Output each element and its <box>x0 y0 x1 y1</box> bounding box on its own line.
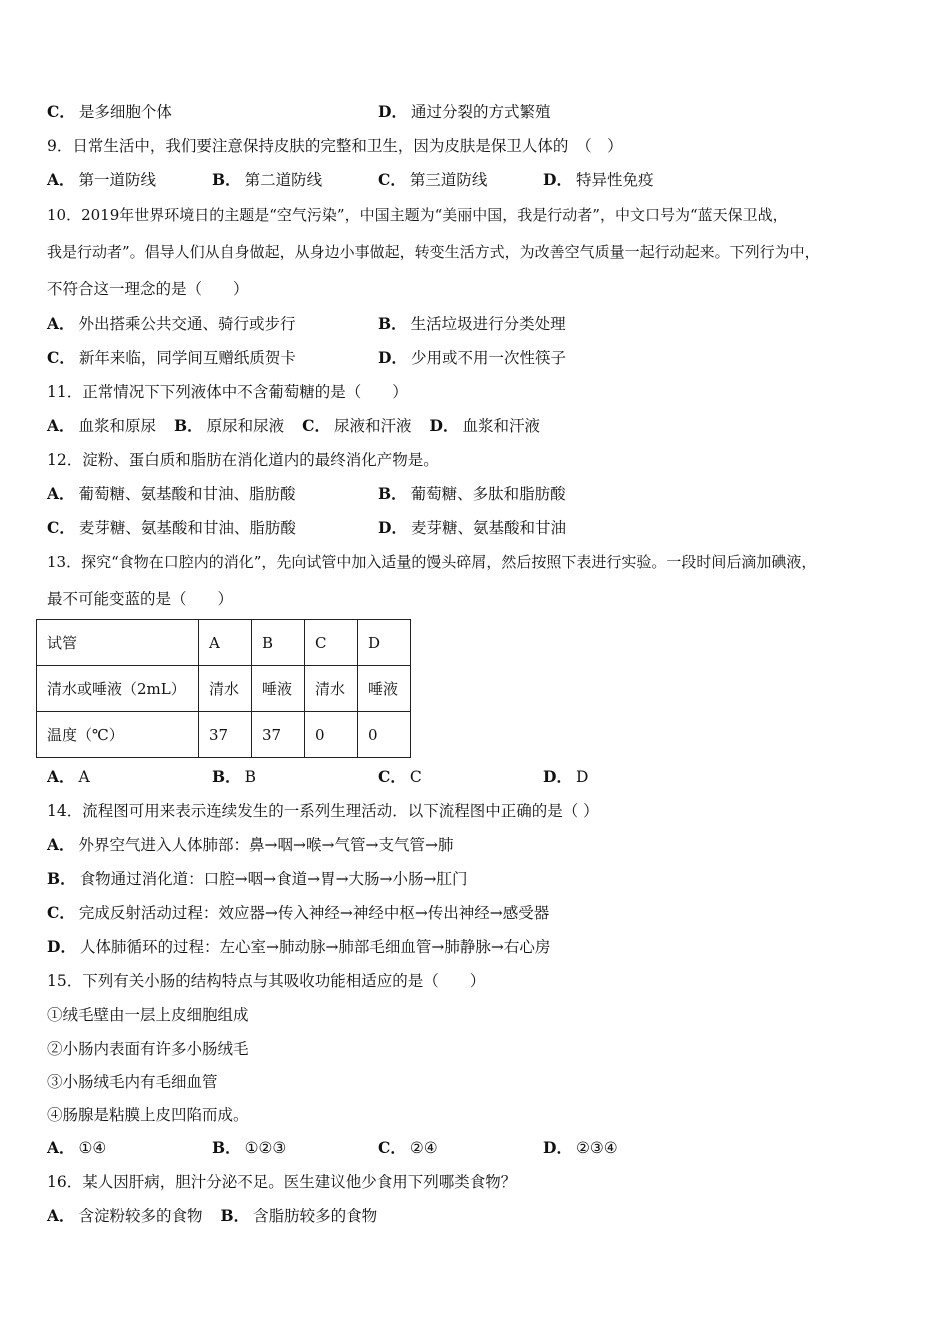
list-item: ③小肠绒毛内有毛细血管 <box>47 1073 218 1091</box>
question-10-stem-line1: 10．2019年世界环境日的主题是“空气污染”，中国主题为“美丽中国，我是行动者”，中文口号为“蓝天保卫战， <box>47 206 788 224</box>
question-12-stem: 12．淀粉、蛋白质和脂肪在消化道内的最终消化产物是。 <box>47 451 439 469</box>
table-cell: 37 <box>252 712 305 758</box>
table-row <box>37 620 411 666</box>
table-cell: 试管 <box>37 620 199 666</box>
option-b: B． 原尿和尿液 <box>174 416 285 435</box>
option-d: D． 血浆和汗液 <box>429 416 540 435</box>
option-a: A． ①④ <box>47 1138 107 1157</box>
question-15-stem: 15．下列有关小肠的结构特点与其吸收功能相适应的是（ ） <box>47 972 486 990</box>
table-row <box>37 666 411 712</box>
option-c: C． ②④ <box>378 1138 438 1157</box>
table-cell: 0 <box>358 712 411 758</box>
option-d: D． 通过分裂的方式繁殖 <box>378 102 551 121</box>
question-14-stem: 14．流程图可用来表示连续发生的一系列生理活动．以下流程图中正确的是（ ） <box>47 802 599 820</box>
question-11-options <box>47 416 558 436</box>
list-item: ④肠腺是粘膜上皮凹陷而成。 <box>47 1106 249 1124</box>
option-a: A． 外出搭乘公共交通、骑行或步行 <box>47 314 296 333</box>
table-cell: D <box>358 620 411 666</box>
table-cell: 清水或唾液（2mL） <box>37 666 199 712</box>
option-c: C． C <box>378 767 422 786</box>
table-cell: B <box>252 620 305 666</box>
option-a: A． 血浆和原尿 <box>47 416 157 435</box>
option-b: B． ①②③ <box>212 1138 287 1157</box>
option-c: C． 完成反射活动过程：效应器→传入神经→神经中枢→传出神经→感受器 <box>47 903 550 922</box>
table-cell: C <box>305 620 358 666</box>
option-b: B． 食物通过消化道：口腔→咽→食道→胃→大肠→小肠→肛门 <box>47 869 468 888</box>
list-item: ①绒毛壁由一层上皮细胞组成 <box>47 1006 249 1024</box>
table-row <box>37 712 411 758</box>
option-d: D． ②③④ <box>543 1138 618 1157</box>
question-13-stem-line2: 最不可能变蓝的是（ ） <box>47 590 234 608</box>
table-cell: 0 <box>305 712 358 758</box>
table-cell: 清水 <box>305 666 358 712</box>
option-d: D． D <box>543 767 589 786</box>
table-cell: A <box>199 620 252 666</box>
option-c: C． 新年来临，同学间互赠纸质贺卡 <box>47 348 296 367</box>
option-a: A． 葡萄糖、氨基酸和甘油、脂肪酸 <box>47 484 296 503</box>
option-c: C． 第三道防线 <box>378 170 488 189</box>
option-b: B． 生活垃圾进行分类处理 <box>378 314 566 333</box>
table-cell: 清水 <box>199 666 252 712</box>
option-a: A． A <box>47 767 90 786</box>
option-b: B． B <box>212 767 256 786</box>
question-10-stem-line2: 我是行动者”。倡导人们从自身做起，从身边小事做起，转变生活方式，为改善空气质量一起行动起来。下列行为中， <box>47 243 820 261</box>
table-cell: 温度（℃） <box>37 712 199 758</box>
option-c: C． 是多细胞个体 <box>47 102 172 121</box>
option-a: A． 外界空气进入人体肺部：鼻→咽→喉→气管→支气管→肺 <box>47 835 454 854</box>
option-d: D． 人体肺循环的过程：左心室→肺动脉→肺部毛细血管→肺静脉→右心房 <box>47 937 551 956</box>
option-d: D． 特异性免疫 <box>543 170 654 189</box>
option-c: C． 麦芽糖、氨基酸和甘油、脂肪酸 <box>47 518 296 537</box>
option-d: D． 少用或不用一次性筷子 <box>378 348 566 367</box>
option-b: B． 含脂肪较多的食物 <box>220 1206 378 1225</box>
option-b: B． 葡萄糖、多肽和脂肪酸 <box>378 484 566 503</box>
question-9-stem: 9．日常生活中，我们要注意保持皮肤的完整和卫生，因为皮肤是保卫人体的 （ ） <box>47 137 623 155</box>
option-c: C． 尿液和汗液 <box>302 416 412 435</box>
option-a: A． 第一道防线 <box>47 170 157 189</box>
option-b: B． 第二道防线 <box>212 170 323 189</box>
list-item: ②小肠内表面有许多小肠绒毛 <box>47 1040 249 1058</box>
option-a: A． 含淀粉较多的食物 <box>47 1206 203 1225</box>
option-d: D． 麦芽糖、氨基酸和甘油 <box>378 518 566 537</box>
question-10-stem-line3: 不符合这一理念的是（ ） <box>47 280 249 298</box>
question-13-stem-line1: 13．探究“食物在口腔内的消化”，先向试管中加入适量的馒头碎屑，然后按照下表进行实验。一段时间后滴加碘液， <box>47 553 817 571</box>
table-cell: 37 <box>199 712 252 758</box>
question-16-options <box>47 1206 395 1226</box>
question-11-stem: 11．正常情况下下列液体中不含葡萄糖的是（ ） <box>47 383 408 401</box>
experiment-table <box>36 619 411 758</box>
table-cell: 唾液 <box>358 666 411 712</box>
question-16-stem: 16．某人因肝病，胆汁分泌不足。医生建议他少食用下列哪类食物？ <box>47 1173 517 1191</box>
table-cell: 唾液 <box>252 666 305 712</box>
